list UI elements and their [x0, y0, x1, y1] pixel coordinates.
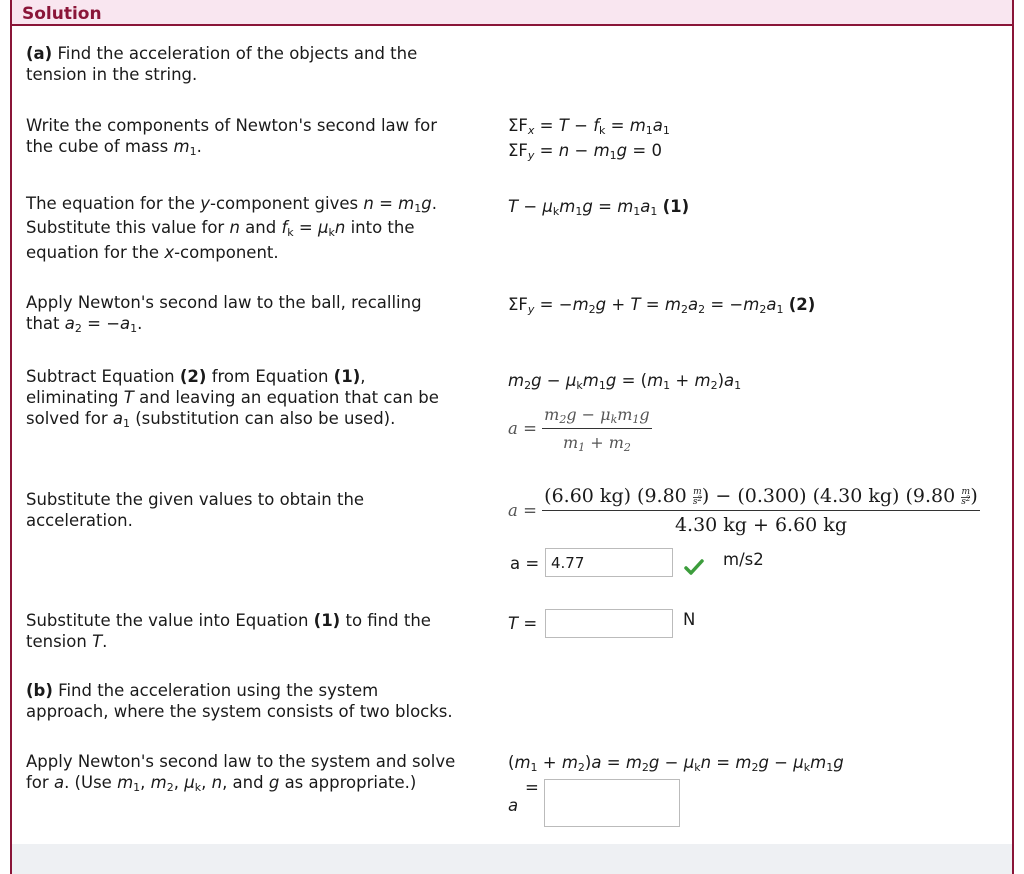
step1-equation-y: $\Sigma F_y = n - m_1g = 0$ [508, 141, 662, 162]
step5-fraction: a = (6.60 kg) (9.80 $\frac{m}{s^2}$ ) − (0.300) (4.30 kg) (9.80 $\frac{m}{s^2}$ ) 4.30 kg + 6.60 kg [508, 485, 978, 536]
correct-check-icon [684, 557, 704, 577]
step4-equation: $m_2g - \mu_km_1g = (m_1 + m_2)a_1$ [508, 371, 742, 392]
step7-equals: = [525, 778, 539, 797]
tension-answer-input[interactable] [545, 609, 673, 638]
step6-answer-unit: N [683, 610, 696, 629]
step4-text-line1: Subtract Equation (2) from Equation (1), [26, 367, 366, 386]
part-b-label: (b) [26, 681, 53, 700]
step7-text-line2: for a. (Use $m_1$, $m_2$, $\mu_k$, n, and g as appropriate.) [26, 773, 417, 794]
part-a-prompt [26, 43, 417, 64]
step2-text-line1: The equation for the y-component gives $n = m_1g$. [26, 194, 437, 215]
acceleration-answer-input[interactable]: 4.77 [545, 548, 673, 577]
part-b-prompt [26, 680, 378, 701]
equation-label-1: (1) [662, 197, 690, 216]
step2-equation: $T - \mu_km_1g = m_1a_1$ (1) [508, 197, 690, 218]
part-a-label: (a) [26, 44, 53, 63]
step2-text-line3: equation for the x-component. [26, 243, 279, 262]
step4-fraction: a = $\frac{m_2g - \mu_km_1g}{m_1 + m_2}$ [508, 405, 650, 454]
step1-equation-x: $\Sigma F_x = T - f_k = m_1a_1$ [508, 116, 670, 137]
step7-text-line1: Apply Newton's second law to the system and solve [26, 752, 456, 771]
system-acceleration-input[interactable] [544, 779, 680, 827]
part-b-line1: Find the acceleration using the system [58, 681, 379, 700]
step3-equation: $\Sigma F_y = -m_2g + T = m_2a_2 = -m_2a_1$ (2) [508, 295, 816, 316]
solution-title: Solution [22, 4, 102, 24]
step5-text-line2: acceleration. [26, 511, 133, 530]
step4-text-line2: eliminating T and leaving an equation that can be [26, 388, 439, 407]
step5-answer-label: a = [510, 554, 540, 573]
step5-answer-unit: m/s2 [723, 550, 764, 569]
step6-answer-label: T = [508, 614, 538, 633]
step7-answer-label: a [508, 796, 519, 815]
step1-text-line2: the cube of mass $m_1$. [26, 137, 202, 158]
step7-equation: $(m_1 + m_2)a = m_2g - \mu_kn = m_2g - \mu_km_1g$ [508, 753, 844, 774]
step4-text-line3: solved for $a_1$ (substitution can also be used). [26, 409, 396, 430]
step2-text-line2: Substitute this value for n and $f_k = \mu_kn$ into the [26, 218, 415, 239]
solution-header [10, 0, 1014, 26]
step3-text-line1: Apply Newton's second law to the ball, recalling [26, 293, 422, 312]
equation-label-2: (2) [788, 295, 816, 314]
step3-text-line2: that $a_2 = -a_1$. [26, 314, 143, 335]
part-b-line2: approach, where the system consists of two blocks. [26, 702, 453, 721]
part-a-line1: Find the acceleration of the objects and the [57, 44, 418, 63]
step6-text-line1: Substitute the value into Equation (1) to find the [26, 611, 431, 630]
step6-text-line2: tension T. [26, 632, 108, 651]
step1-text-line1: Write the components of Newton's second law for [26, 116, 438, 135]
bottom-strip [12, 844, 1012, 874]
part-a-line2: tension in the string. [26, 65, 198, 84]
step5-text-line1: Substitute the given values to obtain the [26, 490, 365, 509]
